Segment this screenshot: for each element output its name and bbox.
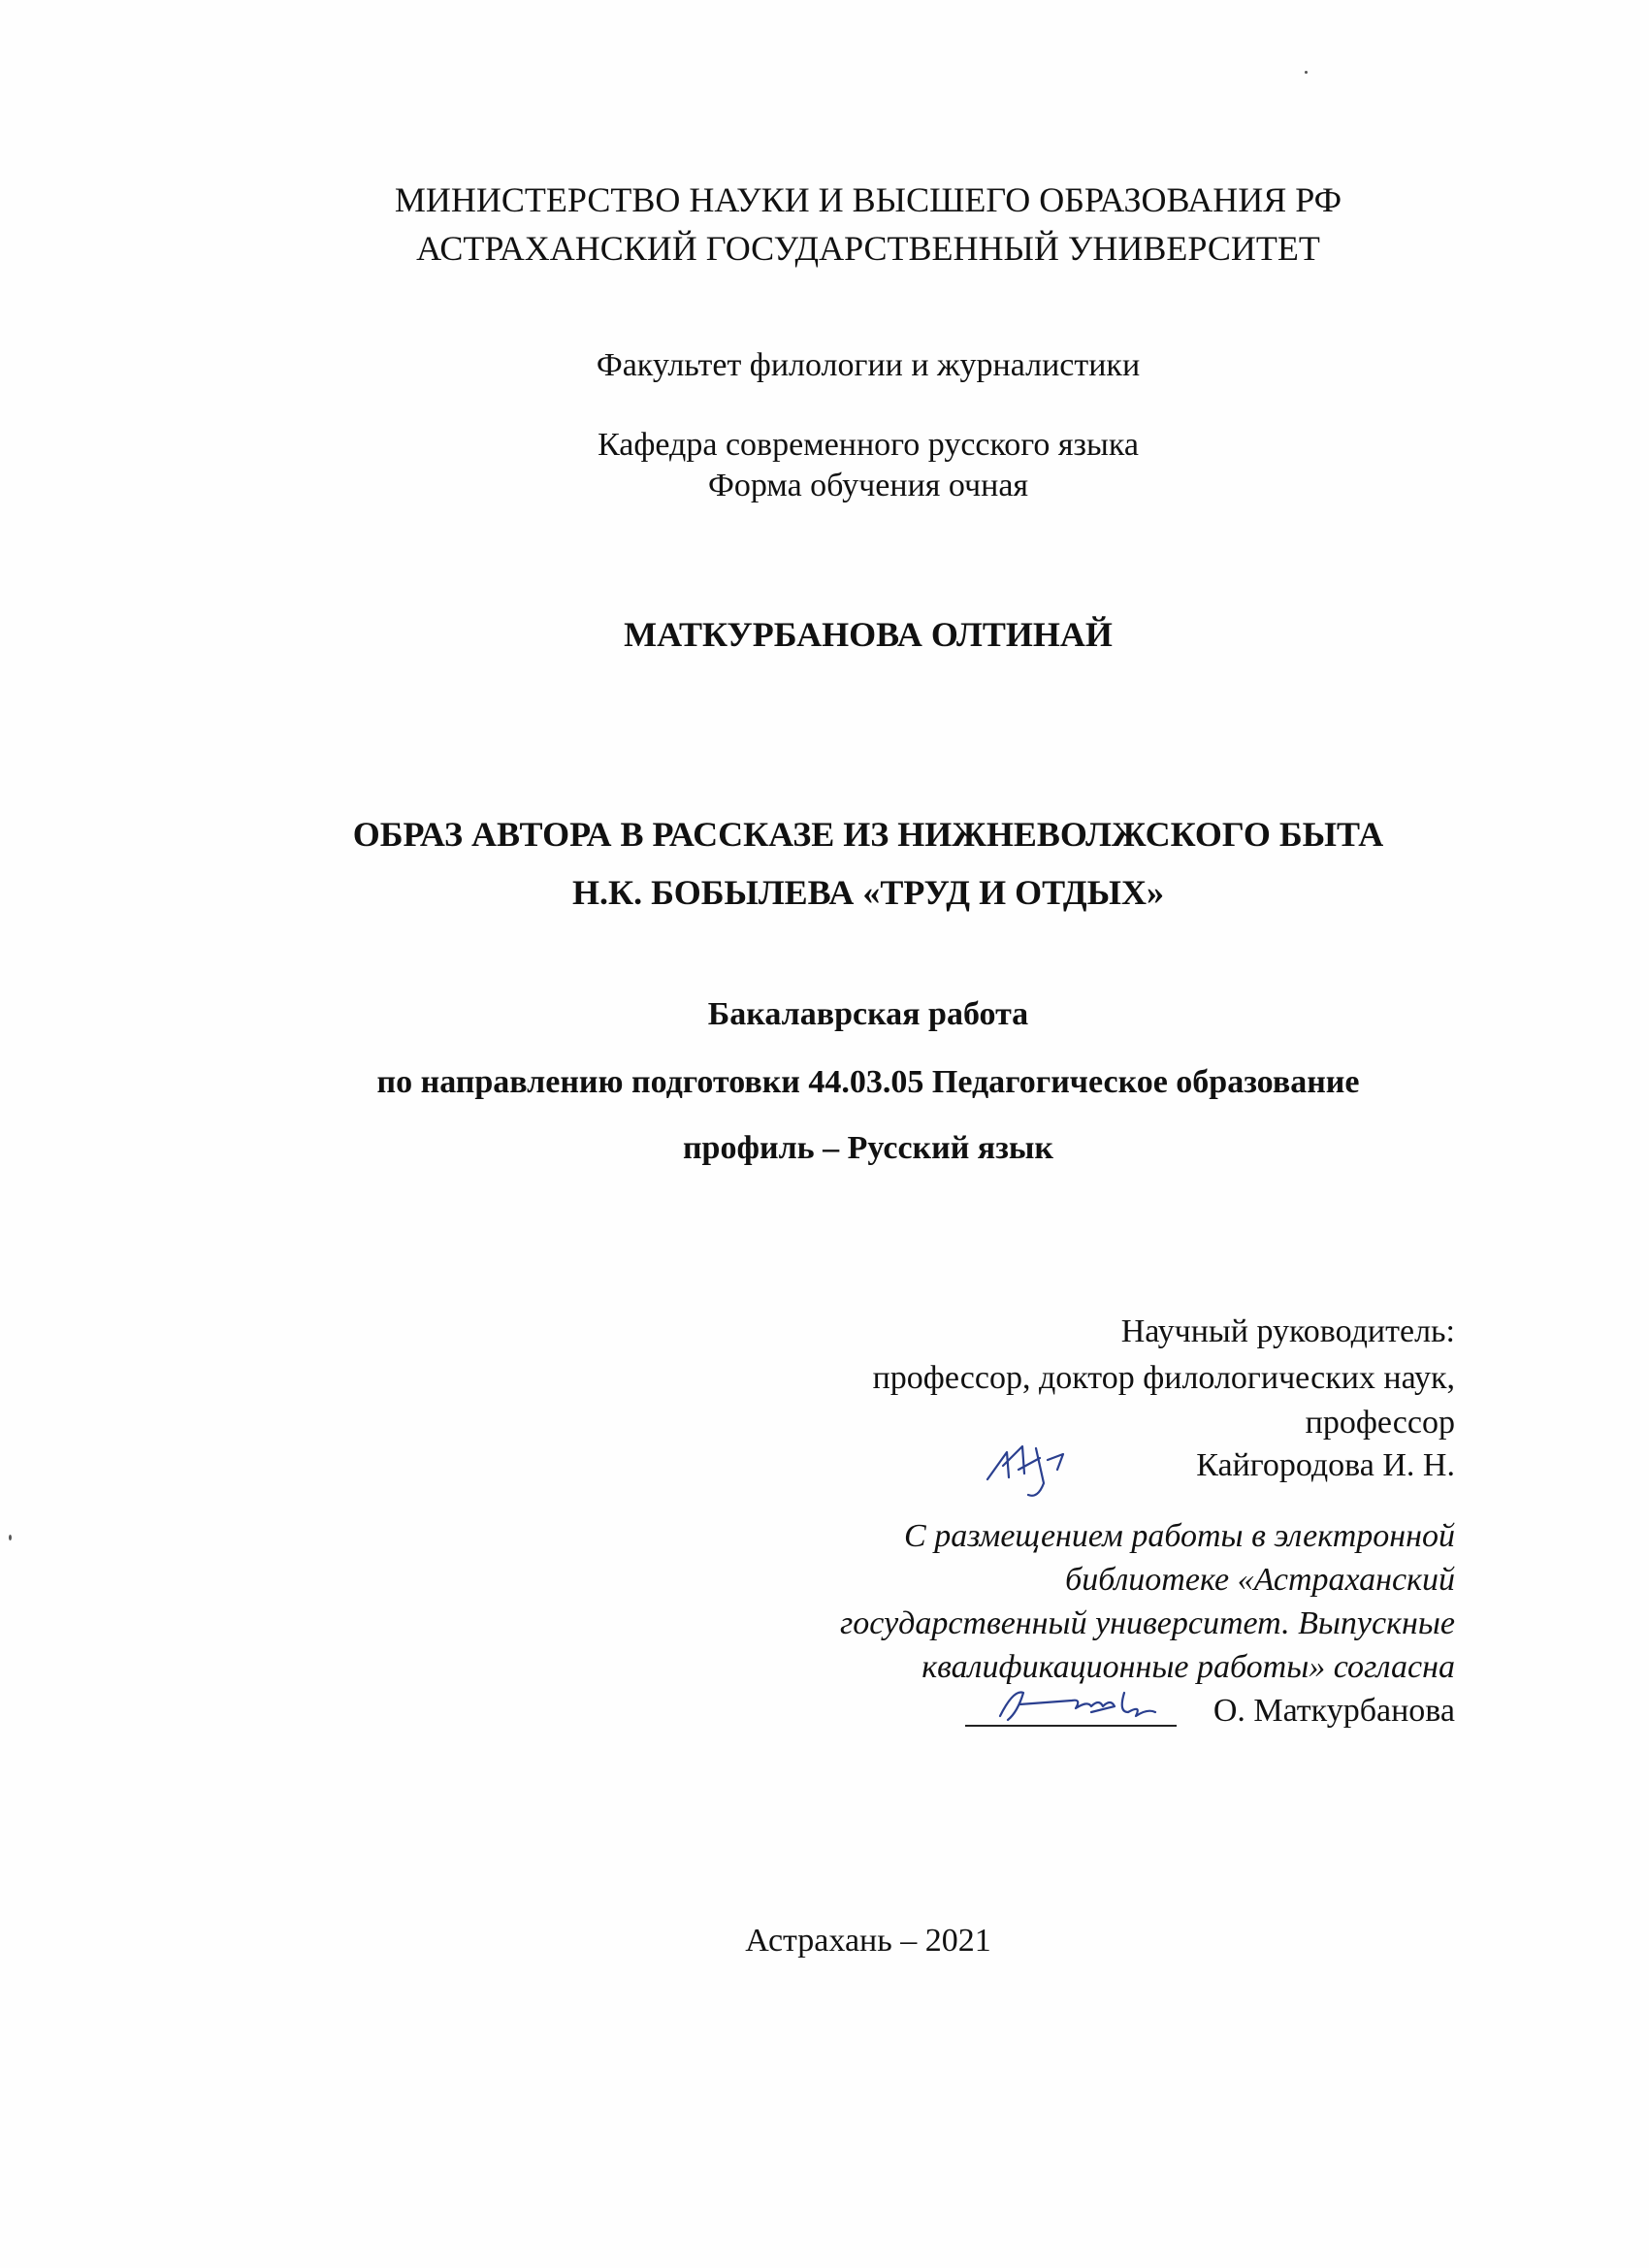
supervisor-name: Кайгородова И. Н. — [1196, 1447, 1455, 1483]
study-form: Форма обучения очная — [707, 468, 1029, 503]
supervisor-rank: профессор — [1305, 1405, 1455, 1441]
ministry-name: МИНИСТЕРСТВО НАУКИ И ВЫСШЕГО ОБРАЗОВАНИЯ РФ — [394, 180, 1342, 219]
faculty-name: Факультет филологии и журналистики — [596, 347, 1141, 383]
city-year: Астрахань – 2021 — [745, 1923, 991, 1959]
study-profile: профиль – Русский язык — [682, 1130, 1054, 1166]
consent-line-4: квалификационные работы» согласна — [922, 1649, 1455, 1685]
university-name: АСТРАХАНСКИЙ ГОСУДАРСТВЕННЫЙ УНИВЕРСИТЕТ — [416, 229, 1320, 268]
study-direction: по направлению подготовки 44.03.05 Педагогическое образование — [376, 1064, 1360, 1100]
department-name: Кафедра современного русского языка — [598, 427, 1139, 463]
supervisor-degree: профессор, доктор филологических наук, — [872, 1360, 1455, 1396]
scan-speck — [9, 1535, 12, 1540]
scan-speck — [1305, 71, 1308, 74]
author-name: МАТКУРБАНОВА ОЛТИНАЙ — [624, 615, 1113, 654]
consent-line-1: С размещением работы в электронной — [904, 1518, 1455, 1554]
supervisor-label: Научный руководитель: — [1120, 1313, 1455, 1349]
signer-name: О. Маткурбанова — [1212, 1693, 1455, 1729]
consent-line-2: библиотеке «Астраханский — [1065, 1562, 1455, 1598]
author-signature — [994, 1683, 1169, 1732]
consent-line-3: государственный университет. Выпускные — [840, 1605, 1455, 1641]
thesis-title-line-2: Н.К. БОБЫЛЕВА «ТРУД И ОТДЫХ» — [572, 873, 1164, 912]
supervisor-signature — [980, 1441, 1096, 1508]
work-type: Бакалаврская работа — [707, 996, 1029, 1032]
thesis-title-line-1: ОБРАЗ АВТОРА В РАССКАЗЕ ИЗ НИЖНЕВОЛЖСКОГО БЫТА — [352, 815, 1384, 854]
